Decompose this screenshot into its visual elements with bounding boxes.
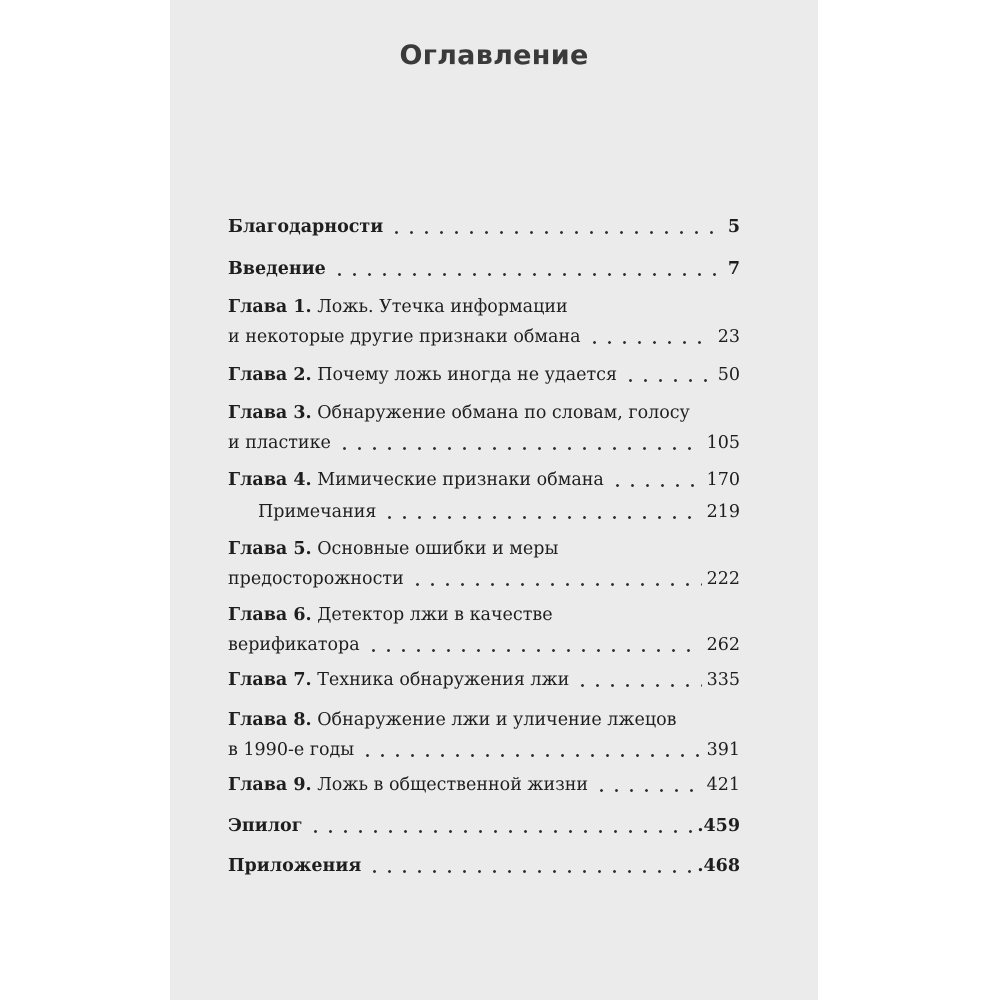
toc-entry-epilogue — [228, 811, 740, 841]
dot-leader — [623, 378, 713, 383]
page-number: 170 — [706, 470, 740, 490]
chapter-title-line: и пластике — [228, 433, 331, 453]
toc-entry-acknowledgements — [228, 212, 740, 242]
page-number: 335 — [706, 670, 740, 690]
dot-leader — [389, 230, 723, 235]
dot-leader — [366, 648, 702, 653]
dot-leader — [410, 582, 702, 587]
toc-entry-introduction — [228, 254, 740, 284]
dot-leader — [610, 483, 702, 488]
toc-entry-chapter-1 — [228, 292, 740, 352]
chapter-label: Глава 9. — [228, 775, 312, 795]
chapter-label: Глава 1. — [228, 297, 312, 317]
chapter-label: Глава 8. — [228, 710, 312, 730]
page-number: .459 — [697, 816, 740, 836]
page-number: 391 — [706, 740, 740, 760]
page-number: 23 — [717, 327, 740, 347]
dot-leader — [360, 753, 701, 758]
chapter-title-line: Ложь в общественной жизни — [317, 775, 589, 795]
entry-label: Приложения — [228, 856, 362, 876]
chapter-title-line: верификатора — [228, 635, 360, 655]
dot-leader — [337, 446, 702, 451]
chapter-title-line: в 1990-е годы — [228, 740, 355, 760]
page-number: 105 — [706, 433, 740, 453]
page-number: 7 — [727, 259, 740, 279]
chapter-title-line: Основные ошибки и меры — [317, 539, 559, 559]
dot-leader — [594, 788, 702, 793]
page-number: 219 — [706, 502, 740, 522]
chapter-title-line: Обнаружение обмана по словам, голосу — [317, 403, 690, 423]
page-number: .468 — [697, 856, 740, 876]
dot-leader — [367, 869, 692, 874]
chapter-label: Глава 7. — [228, 670, 312, 690]
toc-entry-chapter-5 — [228, 534, 740, 594]
chapter-label: Глава 6. — [228, 605, 312, 625]
dot-leader — [382, 515, 701, 520]
chapter-title-line: Почему ложь иногда не удается — [317, 365, 618, 385]
chapter-title-line: предосторожности — [228, 569, 404, 589]
chapter-title-line: Детектор лжи в качестве — [317, 605, 553, 625]
chapter-label: Глава 3. — [228, 403, 312, 423]
chapter-title-line: Ложь. Утечка информации — [317, 297, 568, 317]
toc-entry-chapter-2 — [228, 360, 740, 390]
page-number: 421 — [706, 775, 740, 795]
entry-label: Примечания — [258, 502, 377, 522]
chapter-label: Глава 5. — [228, 539, 312, 559]
entry-label: Благодарности — [228, 217, 384, 237]
dot-leader — [587, 340, 713, 345]
page-title: Оглавление — [399, 40, 589, 71]
chapter-title-line: Техника обнаружения лжи — [317, 670, 570, 690]
toc-entry-notes — [228, 497, 740, 527]
chapter-title-line: и некоторые другие признаки обмана — [228, 327, 581, 347]
page-number: 262 — [706, 635, 740, 655]
toc-entry-chapter-3 — [228, 398, 740, 458]
entry-label: Эпилог — [228, 816, 303, 836]
entry-label: Введение — [228, 259, 326, 279]
dot-leader — [332, 272, 723, 277]
book-page — [170, 0, 818, 1000]
toc-entry-chapter-6 — [228, 600, 740, 660]
chapter-title-line: Обнаружение лжи и уличение лжецов — [317, 710, 677, 730]
dot-leader — [308, 829, 692, 834]
dot-leader — [575, 683, 701, 688]
toc-entry-appendices — [228, 851, 740, 881]
toc-entry-chapter-7 — [228, 665, 740, 695]
chapter-label: Глава 4. — [228, 470, 312, 490]
page-number: 5 — [727, 217, 740, 237]
page-number: 50 — [717, 365, 740, 385]
chapter-title-line: Мимические признаки обмана — [317, 470, 604, 490]
toc-entry-chapter-9 — [228, 770, 740, 800]
page-number: 222 — [706, 569, 740, 589]
toc-entry-chapter-4 — [228, 465, 740, 495]
chapter-label: Глава 2. — [228, 365, 312, 385]
table-of-contents — [228, 0, 740, 1000]
toc-entry-chapter-8 — [228, 705, 740, 765]
